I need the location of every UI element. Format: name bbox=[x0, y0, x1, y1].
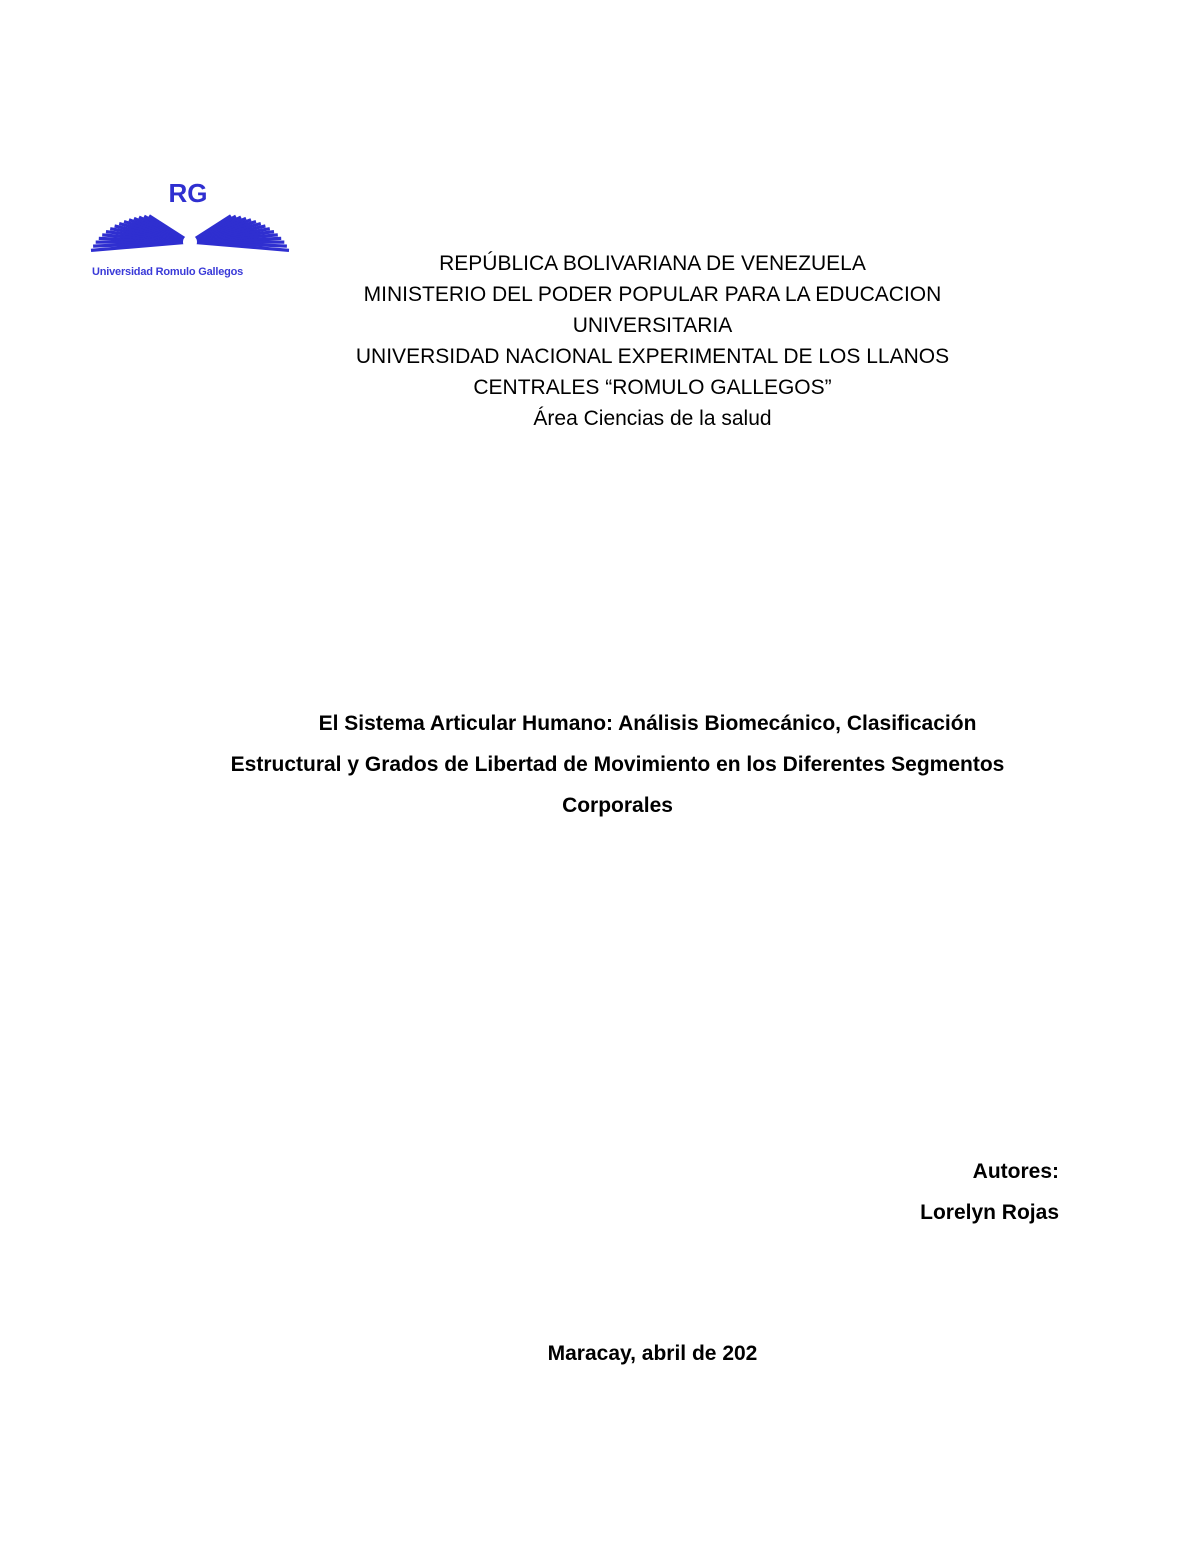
university-logo bbox=[80, 172, 302, 292]
title-line-3: Corporales bbox=[562, 794, 673, 817]
title-line-1: El Sistema Articular Humano: Análisis Biomecánico, Clasificación bbox=[318, 712, 977, 735]
emblem-hub bbox=[183, 235, 197, 249]
institution-header bbox=[300, 248, 1005, 434]
place-date: Maracay, abril de 202 bbox=[547, 1342, 758, 1365]
header-line-country: REPÚBLICA BOLIVARIANA DE VENEZUELA bbox=[439, 252, 866, 275]
header-area: Área Ciencias de la salud bbox=[533, 407, 772, 430]
header-line-university: UNIVERSIDAD NACIONAL EXPERIMENTAL DE LOS LLANOS bbox=[355, 345, 950, 368]
document-title bbox=[130, 703, 1105, 826]
monogram-text: RG bbox=[168, 178, 208, 208]
header-line-university-cont: CENTRALES “ROMULO GALLEGOS” bbox=[473, 376, 832, 399]
wings-emblem-icon bbox=[80, 172, 302, 264]
logo-caption: Universidad Romulo Gallegos bbox=[92, 266, 244, 278]
authors-section bbox=[920, 1151, 1059, 1233]
author-name: Lorelyn Rojas bbox=[920, 1201, 1059, 1224]
header-line-ministry: MINISTERIO DEL PODER POPULAR PARA LA EDUCACION bbox=[363, 283, 942, 306]
authors-label: Autores: bbox=[972, 1160, 1059, 1183]
header-line-ministry-cont: UNIVERSITARIA bbox=[572, 314, 733, 337]
title-line-2: Estructural y Grados de Libertad de Movimiento en los Diferentes Segmentos bbox=[230, 753, 1005, 776]
